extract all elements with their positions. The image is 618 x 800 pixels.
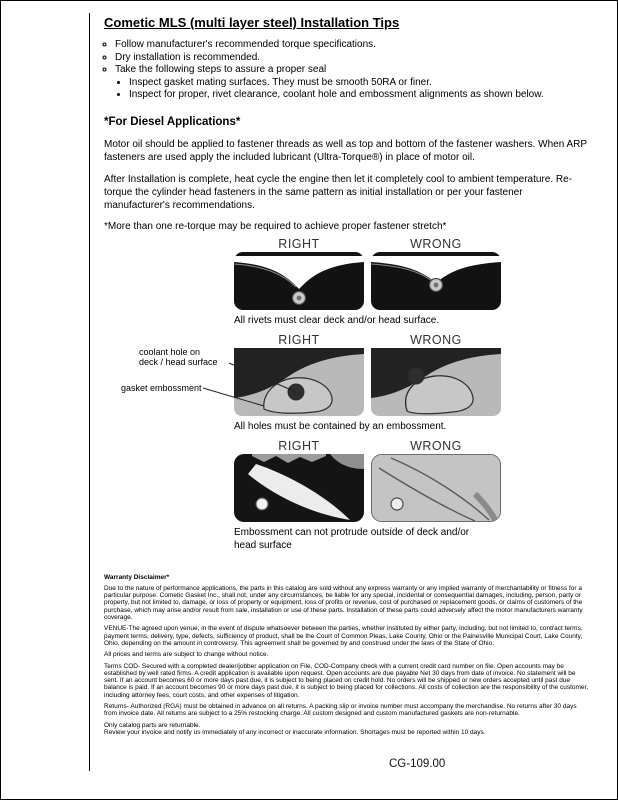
tip-item: ◦ Dry installation is recommended. [115,52,590,65]
right-label: RIGHT [278,438,320,453]
tip-item: ◦ Follow manufacturer's recommended torque specifications. [115,39,590,52]
page-title: Cometic MLS (multi layer steel) Installation Tips [104,15,400,30]
diagram-caption: All holes must be contained by an embossment. [234,420,447,432]
embossment-wrong-image [371,454,501,522]
tips-list [104,39,590,77]
wrong-label: WRONG [410,332,462,347]
rivet-right-image [234,252,364,310]
legal-paragraph: Terms COD- Secured with a completed dealer/jobber application on File, COD-Company check with a current credit card number on file. Open accounts may be established by well rated firms. A credit application is available upon request. Open accounts are due payable Net 30 days from date of invoice. No statement will be sent. If an account becomes 60 or more days past due, it is subject to being placed on credit hold. No orders will be shipped or new orders accepted until past due balance is paid. If an account becomes 90 or more days past due, it is subject to being placed for collections. All costs of collection are the responsibility of the customer, including attorney fees, court costs, and other expenses of litigation. [104,662,589,699]
legal-paragraph: Review your invoice and notify us immediately of any incorrect or inaccurate information. Shortages must be reported within 10 days. [104,728,486,736]
embossment-right-image [234,454,364,522]
diagram-row-embossment [234,439,504,552]
hole-right-image [234,348,364,416]
right-label: RIGHT [278,236,320,251]
legal-paragraph: Returns- Authorized (RGA) must be obtained in advance on all returns. A packing slip or invoice number must accompany the merchandise. No returns after 30 days from invoice date. All returns are subject to a 25% restocking charge. All custom designed and custom manufactured gaskets are non-returnable. [104,703,577,718]
wrong-label: WRONG [410,236,462,251]
legal-section [104,574,590,737]
tips-sublist [104,77,590,102]
rivet-wrong-image [371,252,501,310]
content-column [104,15,590,740]
diesel-heading: *For Diesel Applications* [104,115,241,128]
diagram-caption: All rivets must clear deck and/or head surface. [234,314,440,326]
tip-item: ◦ Take the following steps to assure a proper seal [115,64,590,77]
wrong-label: WRONG [410,438,462,453]
warranty-heading: Warranty Disclaimer* [104,573,170,581]
legal-paragraph: VENUE-The agreed upon venue, in the event of dispute whatsoever between the parties, whether instituted by either party, including, but not limited to, contract terms, payment terms, delivery, type, defects, sufficiency of product, shall be the Court of Common Pleas, Lake County, Ohio or the Painesville Municipal Court, Lake County, Ohio, depending on the amount in controversy. This agreement shall be governed by and construed under the laws of the State of Ohio. [104,625,583,647]
diagram-row-rivets [234,237,504,327]
diagram-row-holes [121,332,504,433]
tip-subitem: • Inspect for proper, rivet clearance, coolant hole and embossment alignments as shown below. [129,89,590,102]
diesel-paragraph-2: After Installation is complete, heat cycle the engine then let it completely cool to ambient temperature. Re-torque the cylinder head fasteners in the same pattern as initial installation or per your fastener manufacturer's recommendations. [104,173,573,211]
diesel-paragraph-3: *More than one re-torque may be required to achieve proper fastener stretch* [104,220,447,232]
hole-wrong-image [371,348,501,416]
diagram-caption: Embossment can not protrude outside of deck and/or head surface [234,526,470,551]
legal-paragraph: Only catalog parts are returnable. [104,721,201,729]
annotation-coolant-hole: coolant hole on deck / head surface [139,346,218,368]
legal-paragraph: All prices and terms are subject to change without notice. [104,651,269,659]
diesel-paragraph-1: Motor oil should be applied to fastener threads as well as top and bottom of the fastener washers. When ARP fasteners are used apply the included lubricant (Ultra-Torque®) in place of motor oil. [104,138,587,163]
left-margin-rule [89,13,90,771]
document-number: CG-109.00 [389,758,446,770]
diagram-section [121,236,504,552]
legal-paragraph: Due to the nature of performance applications, the parts in this catalog are sold without any express warranty or any implied warranty of merchantability or fitness for a particular purpose. Cometic Gasket Inc., shall not, under any circumstances, be liable for any special, incidental or consequential damages, including, person, party or property, but not limited to, damage, or loss of property or equipment, loss of profits or revenue, cost of purchased or replacement goods, or claims of customers of the purchase, which may arise and/or result from sale, installation or use of these parts. Installation of these parts could adversely affect the motor manufacturers warranty coverage. [104,584,583,622]
right-label: RIGHT [278,332,320,347]
annotation-gasket-embossment: gasket embossment [121,382,202,393]
tip-subitem: • Inspect gasket mating surfaces. They must be smooth 50RA or finer. [129,77,590,90]
